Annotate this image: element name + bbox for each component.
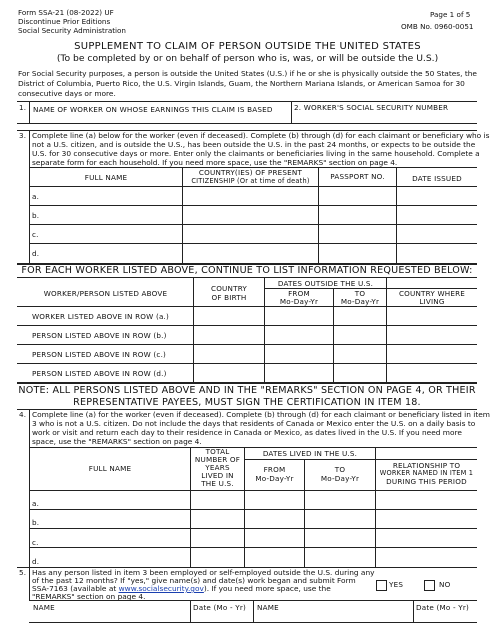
ssa-website-link[interactable]: www.socialsecurity.gov bbox=[118, 584, 204, 593]
note-line-1: NOTE: ALL PERSONS LISTED ABOVE AND IN THE "REMARKS" SECTION ON PAGE 4, OR THEIR bbox=[18, 385, 476, 396]
section2-col-birth-1: COUNTRY bbox=[210, 284, 248, 293]
item3-number: 3. bbox=[19, 131, 27, 140]
agency-name: Social Security Administration bbox=[18, 26, 126, 35]
intro-line-1: For Social Security purposes, a person is outside the United States (U.S.) if he or she is physically outside the 50 States, the bbox=[18, 69, 477, 78]
item4-col-full-name: FULL NAME bbox=[88, 464, 132, 473]
item4-col-rel-1: RELATIONSHIP TO bbox=[392, 461, 461, 470]
form-title: SUPPLEMENT TO CLAIM OF PERSON OUTSIDE THE UNITED STATES bbox=[74, 41, 421, 52]
item4-text-1: Complete line (a) for the worker (even if deceased). Complete (b) through (d) for each claimant or beneficiary listed in item bbox=[32, 410, 490, 419]
item4-col-total-5: THE U.S. bbox=[201, 479, 234, 488]
item5-text-1: Has any person listed in item 3 been employed or self-employed outside the U.S. during any bbox=[32, 568, 375, 577]
item3-row-d: d. bbox=[32, 249, 40, 258]
section2-row-c: PERSON LISTED ABOVE IN ROW (c.) bbox=[32, 350, 167, 359]
item4-text-3: work or visit and return each day to their residence in Canada or Mexico, as dates lived in the U.S. If you need more bbox=[32, 428, 462, 437]
employment-date-field-1[interactable] bbox=[192, 612, 251, 621]
ssn-label: 2. WORKER'S SOCIAL SECURITY NUMBER bbox=[294, 103, 449, 112]
item3-text-1: Complete line (a) below for the worker (even if deceased). Complete (b) through (d) for each claimant or beneficiary who is bbox=[32, 131, 490, 140]
item5-text-4: "REMARKS" section on page 4. bbox=[32, 592, 146, 601]
intro-line-3: consecutive days or more. bbox=[18, 89, 116, 98]
item3-row-a: a. bbox=[32, 192, 40, 201]
item4-col-to-2: Mo-Day-Yr bbox=[320, 474, 360, 483]
item3-name-field-a[interactable] bbox=[40, 187, 180, 204]
item5-text-2: of the past 12 months? If "yes," give name(s) and date(s) work began and submit Form bbox=[32, 576, 356, 585]
employment-date-label-1: Date (Mo - Yr) bbox=[193, 603, 246, 612]
note-line-2: REPRESENTATIVE PAYEES, MUST SIGN THE CERTIFICATION IN ITEM 18. bbox=[73, 397, 421, 408]
item4-number: 4. bbox=[19, 410, 27, 419]
item3-name-field-c[interactable] bbox=[40, 225, 180, 242]
item3-col-country-1: COUNTRY(IES) OF PRESENT bbox=[198, 168, 303, 177]
item4-col-rel-2: WORKER NAMED IN ITEM 1 bbox=[379, 469, 474, 477]
section2-col-living-2: LIVING bbox=[419, 297, 445, 306]
item5-text-3: SSA-7163 (available at www.socialsecurity.gov). If you need more space, use the bbox=[32, 584, 331, 593]
item4-row-d: d. bbox=[32, 557, 40, 566]
section2-col-worker: WORKER/PERSON LISTED ABOVE bbox=[43, 289, 168, 298]
editions-note: Discontinue Prior Editions bbox=[18, 17, 111, 26]
section2-col-living-1: COUNTRY WHERE bbox=[398, 289, 466, 298]
item4-text-4: space, use the "REMARKS" section on page 4. bbox=[32, 437, 202, 446]
yes-label: YES bbox=[389, 580, 404, 589]
item3-col-full-name: FULL NAME bbox=[84, 173, 128, 182]
item4-row-a: a. bbox=[32, 499, 40, 508]
item4-col-total-2: NUMBER OF bbox=[194, 455, 241, 464]
form-subtitle: (To be completed by or on behalf of person who is, was, or will be outside the U.S.) bbox=[56, 53, 439, 64]
item3-name-field-d[interactable] bbox=[40, 244, 180, 261]
item4-col-from-1: FROM bbox=[263, 465, 286, 474]
no-label: NO bbox=[439, 580, 451, 589]
employment-date-label-2: Date (Mo - Yr) bbox=[416, 603, 469, 612]
item4-col-total-1: TOTAL bbox=[205, 447, 230, 456]
section2-col-to-2: Mo-Day-Yr bbox=[340, 297, 380, 306]
item1-number: 1. bbox=[19, 103, 27, 112]
section2-col-birth-2: OF BIRTH bbox=[211, 293, 247, 302]
intro-line-2: District of Columbia, Puerto Rico, the U.S. Virgin Islands, Guam, the Northern Mariana Islands, or American Samoa for 30 bbox=[18, 79, 465, 88]
section2-row-d: PERSON LISTED ABOVE IN ROW (d.) bbox=[32, 369, 167, 378]
item3-text-3: U.S. for 30 consecutive days or more. Enter only the claimants or beneficiaries living in the same household. Complete a bbox=[32, 149, 480, 158]
item4-col-from-2: Mo-Day-Yr bbox=[255, 474, 294, 483]
form-id: Form SSA-21 (08-2022) UF bbox=[18, 8, 114, 17]
section2-row-b: PERSON LISTED ABOVE IN ROW (b.) bbox=[32, 331, 167, 340]
item3-col-passport: PASSPORT NO. bbox=[330, 172, 385, 181]
item3-name-field-b[interactable] bbox=[40, 206, 180, 223]
section2-col-from-2: Mo-Day-Yr bbox=[279, 297, 319, 306]
section2-col-to-1: TO bbox=[354, 289, 366, 298]
item3-row-b: b. bbox=[32, 211, 40, 220]
item4-text-2: 3 who is not a U.S. citizen. Do not include the days that residents of Canada or Mexico enter the U.S. on a daily basis to bbox=[32, 419, 476, 428]
no-checkbox[interactable] bbox=[424, 580, 435, 591]
employment-name-label-1: NAME bbox=[33, 603, 55, 612]
employment-name-field-1[interactable] bbox=[31, 612, 188, 621]
item4-col-dates: DATES LIVED IN THE U.S. bbox=[262, 449, 358, 458]
worker-name-label: NAME OF WORKER ON WHOSE EARNINGS THIS CLAIM IS BASED bbox=[33, 105, 273, 114]
item4-row-b: b. bbox=[32, 518, 40, 527]
item5-number: 5. bbox=[19, 568, 27, 577]
item3-text-2: not a U.S. citizen, and is outside the U.S., has been outside the U.S. in the past 24 months, or expects to be outside the bbox=[32, 140, 476, 149]
item4-col-total-3: YEARS bbox=[205, 463, 230, 472]
section2-col-from-1: FROM bbox=[288, 289, 310, 298]
item3-col-date-issued: DATE ISSUED bbox=[412, 174, 462, 183]
employment-name-field-2[interactable] bbox=[255, 612, 411, 621]
item4-col-to-1: TO bbox=[334, 465, 346, 474]
employment-date-field-2[interactable] bbox=[415, 612, 475, 621]
item3-row-c: c. bbox=[32, 230, 39, 239]
worker-name-field[interactable] bbox=[31, 114, 289, 122]
section2-row-a: WORKER LISTED ABOVE IN ROW (a.) bbox=[32, 312, 170, 321]
item3-text-4: separate form for each household. If you need more space, use the "REMARKS" section on page 4. bbox=[32, 158, 398, 167]
page-number: Page 1 of 5 bbox=[430, 10, 471, 19]
omb-number: OMB No. 0960-0051 bbox=[401, 22, 474, 31]
item4-col-total-4: LIVED IN bbox=[201, 471, 234, 480]
yes-checkbox[interactable] bbox=[376, 580, 387, 591]
employment-name-label-2: NAME bbox=[257, 603, 279, 612]
item4-col-rel-3: DURING THIS PERIOD bbox=[386, 477, 467, 486]
item3-col-country-2: CITIZENSHIP (Or at time of death) bbox=[191, 177, 310, 185]
section2-col-dates: DATES OUTSIDE THE U.S. bbox=[277, 279, 374, 288]
ssn-field[interactable] bbox=[293, 114, 475, 122]
item4-row-c: c. bbox=[32, 538, 39, 547]
continue-instruction: FOR EACH WORKER LISTED ABOVE, CONTINUE TO LIST INFORMATION REQUESTED BELOW: bbox=[21, 265, 473, 276]
